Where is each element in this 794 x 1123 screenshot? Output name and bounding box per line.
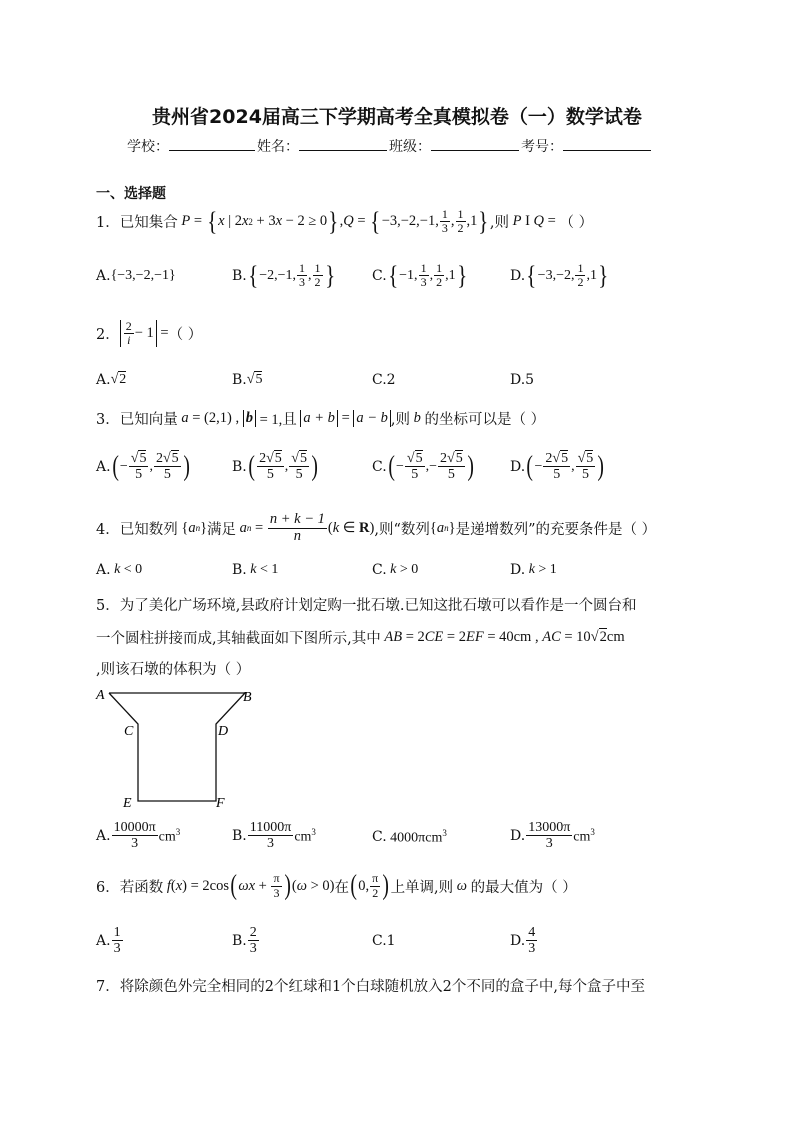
q1-option-a[interactable]: A. {−3,−2,−1} — [96, 268, 176, 284]
q6-option-b[interactable]: B. $\frac{2}{3}$ — [232, 925, 257, 957]
q5-option-b[interactable]: B. $\frac{11000\pi}{3}$ $cm^3$ — [232, 820, 316, 852]
class-field[interactable] — [431, 136, 519, 151]
q5-option-a[interactable]: A. $\frac{10000\pi}{3}$ $cm^3$ — [96, 820, 181, 852]
q4-option-d[interactable]: D. k > 1 — [510, 562, 557, 578]
page-title: 贵州省2024届高三下学期高考全真模拟卷（一）数学试卷 — [152, 106, 642, 128]
student-info-row — [127, 136, 651, 156]
label-b: B — [243, 690, 252, 705]
label-e: E — [123, 796, 132, 811]
q1-option-d[interactable]: D. { −3,−2, $\frac{1}{2}$ ,1 } — [510, 260, 609, 290]
q5-option-d[interactable]: D. $\frac{13000\pi}{3}$ $cm^3$ — [510, 820, 595, 852]
q4-option-b[interactable]: B. k < 1 — [232, 562, 279, 578]
section-heading: 一、选择题 — [96, 186, 166, 202]
q2-option-b[interactable]: B. √5 — [232, 372, 263, 388]
name-field[interactable] — [299, 136, 387, 151]
q6-option-c[interactable]: C.1 — [372, 933, 396, 949]
q6-option-d[interactable]: D. $\frac{4}{3}$ — [510, 925, 536, 957]
q2-option-c[interactable]: C.2 — [372, 372, 396, 388]
q3-option-d[interactable]: D. ( − $\frac{2√5}{5}$ , $\frac{√5}{5}$ ) — [510, 450, 605, 483]
cross-section-outline — [109, 693, 245, 801]
q6-option-a[interactable]: A. $\frac{1}{3}$ — [96, 925, 121, 957]
question-5-line-2: 一个圆柱拼接而成,其轴截面如下图所示,其中 AB = 2 CE = 2 EF = 40cm , AC = 10√2cm — [96, 629, 625, 647]
number-label: 考号： — [521, 139, 563, 155]
name-label: 姓名： — [257, 139, 299, 155]
q1-option-b[interactable]: B. { −2,−1, $\frac{1}{3}$ , $\frac{1}{2}$ } — [232, 260, 335, 290]
question-1: 1．已知集合 P = { x | 2 x 2 + 3 x − 2 ≥ 0 } , Q = { −3,−2,−1, $\frac{1}{3}$ , $\frac{1}{2}$ ,1 } ,则 P I Q = （ ） — [96, 206, 594, 236]
question-5-line-1: 5．为了美化广场环境,县政府计划定购一批石墩.已知这批石墩可以看作是一个圆台和 — [96, 598, 637, 614]
q2-option-a[interactable]: A. √2 — [96, 372, 127, 388]
question-2: 2． $\frac{2}{i}$ − 1 = （ ） — [96, 319, 203, 348]
question-5-line-3: ,则该石墩的体积为（ ） — [96, 662, 251, 678]
school-field[interactable] — [169, 136, 255, 151]
number-field[interactable] — [563, 136, 651, 151]
question-6: 6．若函数 f ( x ) = 2cos ( ωx + $\frac{\pi}{3}$ ) ( ω > 0) 在 ( 0, $\frac{\pi}{2}$ ) 上单调,则 ω 的最大值为（ ） — [96, 870, 577, 901]
q3-option-c[interactable]: C. ( − $\frac{√5}{5}$ ,− $\frac{2√5}{5}$ ) — [372, 450, 474, 483]
question-4: 4．已知数列 { a n } 满足 a n = $\frac{n + k - 1}{n}$ ( k ∈ R) ,则“数列 { a n } 是递增数列”的充要条件是（ ） — [96, 511, 657, 544]
stone-pier-cross-section — [90, 684, 270, 814]
q3-option-b[interactable]: B. ( $\frac{2√5}{5}$ , $\frac{√5}{5}$ ) — [232, 450, 318, 483]
q3-option-a[interactable]: A. ( − $\frac{√5}{5}$ , $\frac{2√5}{5}$ ) — [96, 450, 190, 483]
label-c: C — [124, 724, 134, 739]
label-f: F — [216, 796, 225, 811]
q4-option-a[interactable]: A. k < 0 — [96, 562, 143, 578]
q4-option-c[interactable]: C. k > 0 — [372, 562, 419, 578]
question-3: 3．已知向量 a = (2,1) , b = 1,且 a + b = a − b ,则 b 的坐标可以是（ ） — [96, 410, 546, 428]
class-label: 班级： — [389, 139, 431, 155]
q2-option-d[interactable]: D.5 — [510, 372, 535, 388]
label-d: D — [218, 724, 229, 739]
label-a: A — [96, 688, 105, 703]
school-label: 学校： — [127, 139, 169, 155]
q1-option-c[interactable]: C. { −1, $\frac{1}{3}$ , $\frac{1}{2}$ ,1 } — [372, 260, 467, 290]
q5-option-c[interactable]: C. 4000πcm$^3$ — [372, 828, 447, 846]
question-7: 7．将除颜色外完全相同的2个红球和1个白球随机放入2个不同的盒子中,每个盒子中至 — [96, 979, 646, 995]
